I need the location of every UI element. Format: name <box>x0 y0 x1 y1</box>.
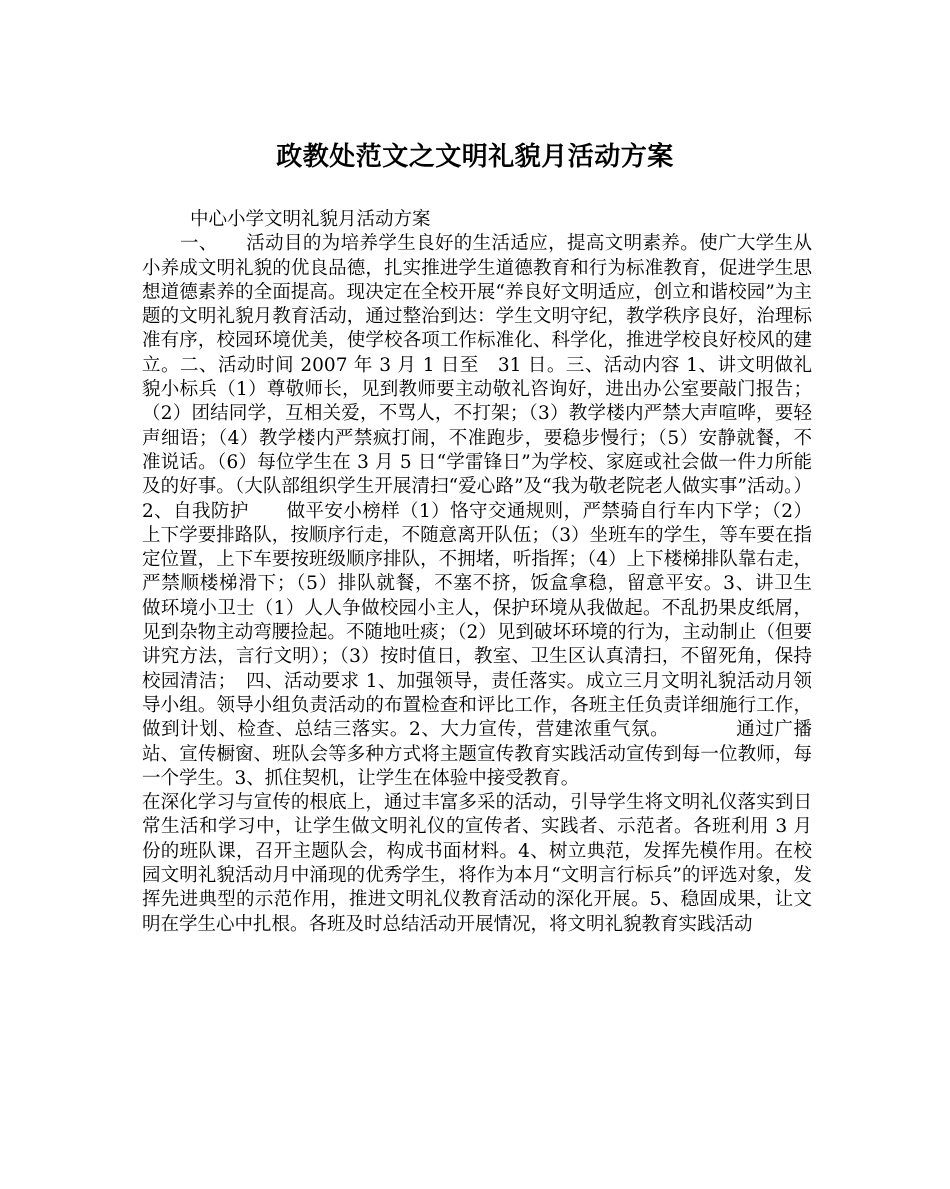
body-paragraph-1: 一、 活动目的为培养学生良好的生活适应，提高文明素养。使广大学生从小养成文明礼貌的优良品德，扎实推进学生道德教育和行为标准教育，促进学生思想道德素养的全面提高。现决定在全校开展“养良好文明适应，创立和谐校园”为主题的文明礼貌月教育活动，通过整治到达：学生文明守纪，教学秩序良好，治理标准有序，校园环境优美，使学校各项工作标准化、科学化，推进学校良好校风的建立。二、活动时间 2007 年 3 月 1 日至 31 日。三、活动内容 1、讲文明做礼貌小标兵（1）尊敬师长，见到教师要主动敬礼咨询好，进出办公室要敲门报告；（2）团结同学，互相关爱，不骂人，不打架；（3）教学楼内严禁大声喧哗，要轻声细语；（4）教学楼内严禁疯打闹，不准跑步，要稳步慢行；（5）安静就餐，不准说话。（6）每位学生在 3 月 5 日“学雷锋日”为学校、家庭或社会做一件力所能及的好事。（大队部组织学生开展清扫“爱心路”及“我为敬老院老人做实事”活动。）2、自我防护 做平安小榜样（1）恪守交通规则，严禁骑自行车内下学；（2）上下学要排路队，按顺序行走，不随意离开队伍；（3）坐班车的学生，等车要在指定位置，上下车要按班级顺序排队，不拥堵，听指挥；（4）上下楼梯排队靠右走，严禁顺楼梯滑下；（5）排队就餐，不塞不挤，饭盒拿稳，留意平安。3、讲卫生 做环境小卫士（1）人人争做校园小主人，保护环境从我做起。不乱扔果皮纸屑，见到杂物主动弯腰捡起。不随地吐痰；（2）见到破坏环境的行为，主动制止（但要讲究方法，言行文明）；（3）按时值日，教室、卫生区认真清扫，不留死角，保持校园清洁； 四、活动要求 1、加强领导，责任落实。成立三月文明礼貌活动月领导小组。领导小组负责活动的布置检查和评比工作，各班主任负责详细施行工作，做到计划、检查、总结三落实。2、大力宣传，营建浓重气氛。 通过广播站、宣传橱窗、班队会等多种方式将主题宣传教育实践活动宣传到每一位教师，每一个学生。3、抓住契机，让学生在体验中接受教育。 <box>142 233 850 789</box>
document-body <box>142 208 850 937</box>
document-title: 政教处范文之文明礼貌月活动方案 <box>276 142 674 172</box>
document-subtitle: 中心小学文明礼貌月活动方案 <box>190 209 431 230</box>
body-paragraph-2: 在深化学习与宣传的根底上，通过丰富多采的活动，引导学生将文明礼仪落实到日常生活和学习中，让学生做文明礼仪的宣传者、实践者、示范者。各班利用 3 月份的班队课，召开主题队会，构成书面材料。4、树立典范，发挥先模作用。在校园文明礼貌活动月中涌现的优秀学生，将作为本月“文明言行标兵”的评选对象，发挥先进典型的示范作用，推进文明礼仪教育活动的深化开展。5、稳固成果，让文明在学生心中扎根。各班及时总结活动开展情况，将文明礼貌教育实践活动 <box>142 792 812 935</box>
